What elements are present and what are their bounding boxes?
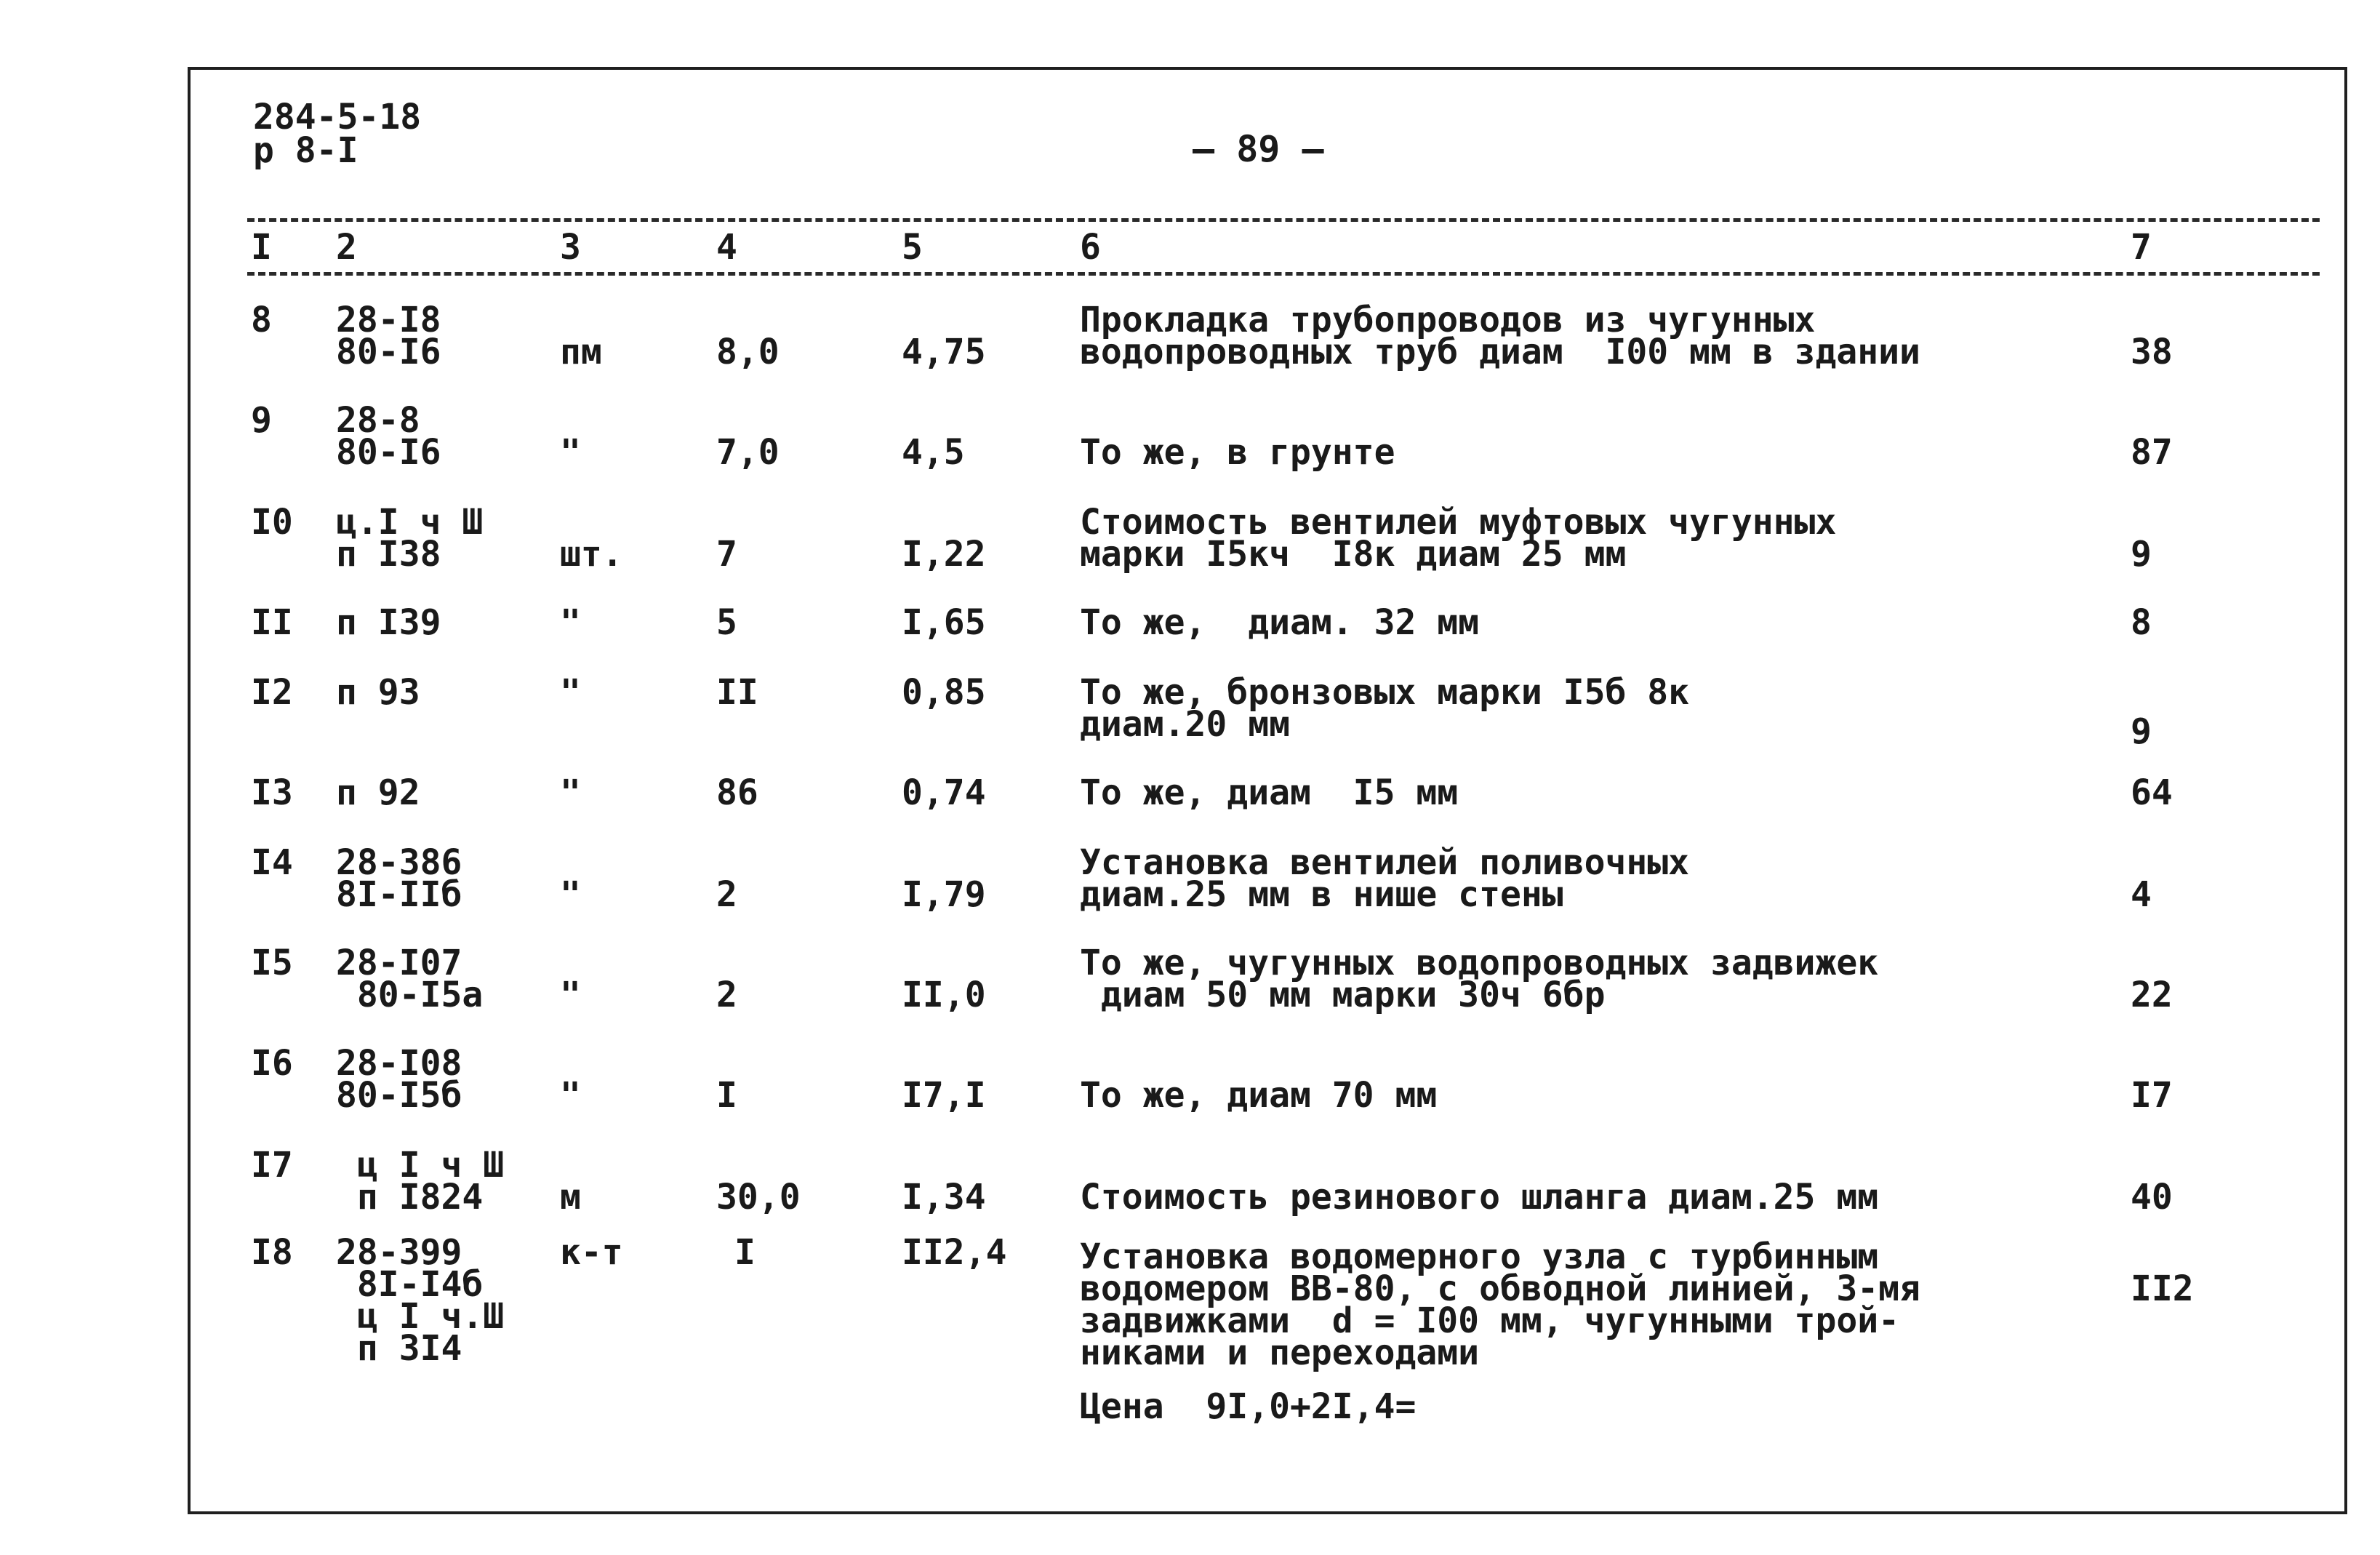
norm-code: 28-399 8I-I4б ц I ч.Ш п 3I4: [336, 1232, 505, 1369]
column-header: 4: [716, 227, 737, 268]
unit-price: I,79: [902, 874, 986, 915]
description: Стоимость вентилей муфтовых чугунных марки I5кч I8к диам 25 мм: [1080, 502, 1837, 575]
unit: м: [560, 1177, 581, 1218]
row-number: I3: [251, 772, 293, 813]
header-rule-top: [247, 218, 2320, 222]
row-number: II: [251, 602, 293, 643]
column-header: 2: [336, 227, 357, 268]
norm-code: п 93: [336, 672, 420, 713]
page-number: — 89 —: [1193, 128, 1324, 170]
column-header: 3: [560, 227, 581, 268]
unit-price: 4,5: [902, 432, 965, 473]
unit-price: 0,74: [902, 772, 986, 813]
quantity: II: [716, 672, 758, 713]
description: Установка водомерного узла с турбинным водомером ВВ-80, с обводной линией, 3-мя задвижками d = I00 мм, чугунными трой- никами и переходами: [1080, 1236, 1920, 1373]
description: То же, диам 70 мм: [1080, 1075, 1438, 1116]
row-number: I2: [251, 672, 293, 713]
unit-price: I,65: [902, 602, 986, 643]
norm-code: ц I ч Ш п I824: [356, 1145, 505, 1218]
unit-price: II2,4: [902, 1232, 1007, 1273]
document-code: [253, 97, 422, 171]
document-number: 284-5-18: [253, 97, 422, 137]
total: II2: [2131, 1268, 2194, 1309]
total: 38: [2131, 332, 2173, 372]
total: 40: [2131, 1177, 2173, 1218]
unit-price: 4,75: [902, 332, 986, 372]
total: 8: [2131, 602, 2152, 643]
quantity: 2: [716, 975, 737, 1015]
quantity: I: [716, 1075, 737, 1116]
description: То же, бронзовых марки I5б 8к диам.20 мм: [1080, 672, 1690, 745]
unit-price: I,34: [902, 1177, 986, 1218]
unit-price: 0,85: [902, 672, 986, 713]
description: То же, диам I5 мм: [1080, 772, 1459, 813]
header-rule-bottom: [247, 272, 2320, 276]
unit-price: I,22: [902, 534, 986, 575]
unit: ": [560, 672, 581, 713]
unit: ": [560, 772, 581, 813]
norm-code: 28-I08 80-I5б: [336, 1043, 462, 1116]
unit: ": [560, 602, 581, 643]
column-header: 5: [902, 227, 923, 268]
norm-code: 28-8 80-I6: [336, 400, 441, 473]
total: 87: [2131, 432, 2173, 473]
unit: ": [560, 432, 581, 473]
norm-code: п 92: [336, 772, 420, 813]
unit-price: I7,I: [902, 1075, 986, 1116]
row-number: 8: [251, 300, 272, 340]
norm-code: ц.I ч Ш п I38: [336, 502, 484, 575]
total: 22: [2131, 975, 2173, 1015]
description: Стоимость резинового шланга диам.25 мм: [1080, 1177, 1879, 1218]
quantity: 30,0: [716, 1177, 801, 1218]
unit: ": [560, 975, 581, 1015]
total: I7: [2131, 1075, 2173, 1116]
total: 64: [2131, 772, 2173, 813]
unit: пм: [560, 332, 602, 372]
norm-code: 28-I07 80-I5а: [336, 943, 484, 1015]
unit: ": [560, 1075, 581, 1116]
row-number: I5: [251, 943, 293, 983]
column-header: 7: [2131, 227, 2152, 268]
row-number: I6: [251, 1043, 293, 1084]
unit: ": [560, 874, 581, 915]
description: То же, диам. 32 мм: [1080, 602, 1480, 643]
quantity: 8,0: [716, 332, 780, 372]
total: 9: [2131, 711, 2152, 752]
norm-code: п I39: [336, 602, 441, 643]
quantity: I: [734, 1232, 756, 1273]
total: 4: [2131, 874, 2152, 915]
unit: шт.: [560, 534, 623, 575]
description: Прокладка трубопроводов из чугунных водопроводных труб диам I00 мм в здании: [1080, 300, 1920, 372]
row-number: I4: [251, 842, 293, 883]
quantity: 2: [716, 874, 737, 915]
norm-code: 28-386 8I-IIб: [336, 842, 462, 915]
total: 9: [2131, 534, 2152, 575]
unit-price: II,0: [902, 975, 986, 1015]
quantity: 86: [716, 772, 758, 813]
column-header: 6: [1080, 227, 1101, 268]
price-note: Цена 9I,0+2I,4=: [1080, 1386, 1417, 1427]
section-label: р 8-I: [253, 130, 358, 171]
quantity: 7: [716, 534, 737, 575]
description: То же, чугунных водопроводных задвижек диам 50 мм марки 30ч 6бр: [1080, 943, 1879, 1015]
quantity: 5: [716, 602, 737, 643]
row-number: I7: [251, 1145, 293, 1186]
unit: к-т: [560, 1232, 623, 1273]
quantity: 7,0: [716, 432, 780, 473]
column-header: I: [251, 227, 272, 268]
row-number: 9: [251, 400, 272, 441]
description: То же, в грунте: [1080, 432, 1395, 473]
row-number: I8: [251, 1232, 293, 1273]
row-number: I0: [251, 502, 293, 543]
description: Установка вентилей поливочных диам.25 мм в нише стены: [1080, 842, 1690, 915]
norm-code: 28-I8 80-I6: [336, 300, 441, 372]
